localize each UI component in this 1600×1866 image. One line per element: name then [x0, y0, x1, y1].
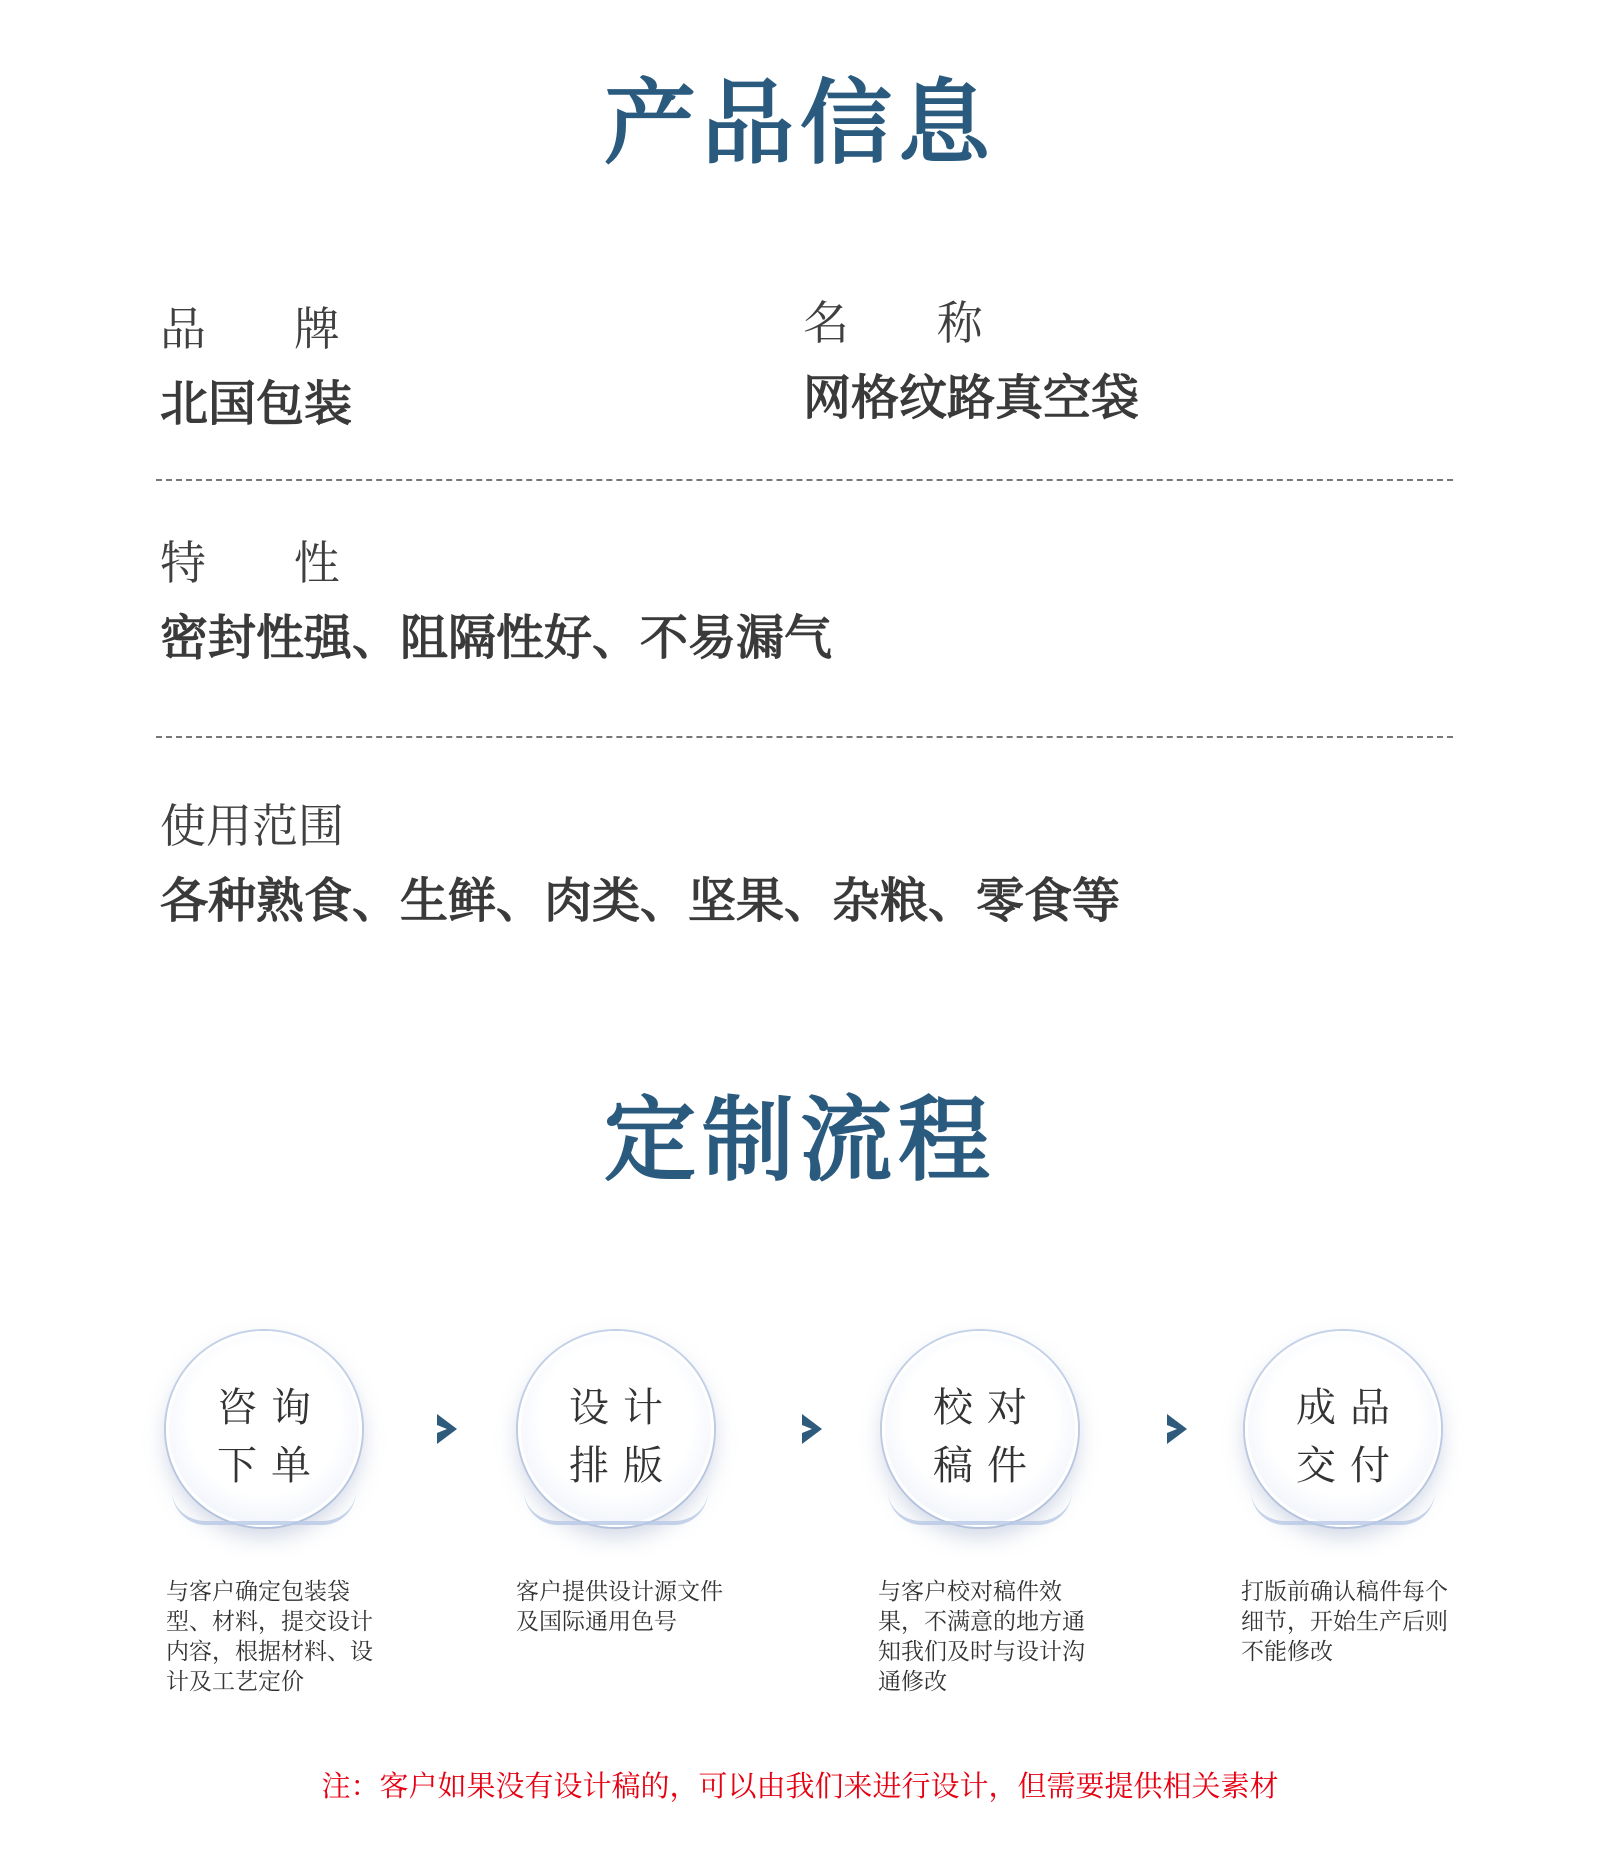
name-field [803, 296, 1140, 426]
product-info-title: 产品信息 [603, 70, 996, 177]
range-value: 各种熟食、生鲜、肉类、坚果、杂粮、零食等 [160, 873, 1121, 929]
feature-value: 密封性强、阻隔性好、不易漏气 [160, 610, 833, 666]
name-label: 名 称 [803, 296, 983, 350]
step-circle-design [518, 1331, 714, 1527]
step-description: 与客户确定包装袋型、材料，提交设计内容，根据材料、设计及工艺定价 [166, 1579, 373, 1695]
brand-field [160, 302, 353, 432]
dashed-divider [156, 736, 1453, 738]
range-label: 使用范围 [160, 799, 344, 853]
step-line1: 校对 [933, 1385, 1041, 1431]
chevron-right-icon [1167, 1414, 1187, 1444]
note-text: 注：客户如果没有设计稿的，可以由我们来进行设计，但需要提供相关素材 [321, 1769, 1279, 1803]
brand-label: 品 牌 [160, 302, 340, 356]
step-label [1245, 1379, 1441, 1495]
step-circle-deliver [1245, 1331, 1441, 1527]
chevron-right-icon [802, 1414, 822, 1444]
step-line1: 设计 [569, 1385, 677, 1431]
brand-value: 北国包装 [160, 376, 353, 432]
range-field [160, 799, 1121, 929]
dashed-divider [156, 479, 1453, 481]
step-description: 打版前确认稿件每个细节，开始生产后则不能修改 [1241, 1579, 1448, 1665]
step-circle-proof [882, 1331, 1078, 1527]
process-title: 定制流程 [603, 1087, 996, 1194]
name-value: 网格纹路真空袋 [803, 370, 1140, 426]
step-line1: 咨询 [217, 1385, 325, 1431]
chevron-right-icon [437, 1414, 457, 1444]
step-line2: 下单 [217, 1443, 325, 1489]
step-circle-consult [166, 1331, 362, 1527]
step-label [882, 1379, 1078, 1495]
step-description: 与客户校对稿件效果，不满意的地方通知我们及时与设计沟通修改 [878, 1579, 1085, 1695]
step-line1: 成品 [1296, 1385, 1404, 1431]
step-description: 客户提供设计源文件及国际通用色号 [516, 1579, 723, 1635]
step-line2: 交付 [1296, 1443, 1404, 1489]
step-label [518, 1379, 714, 1495]
step-label [166, 1379, 362, 1495]
step-line2: 排版 [569, 1443, 677, 1489]
feature-label: 特 性 [160, 536, 340, 590]
step-line2: 稿件 [933, 1443, 1041, 1489]
feature-field [160, 536, 833, 666]
